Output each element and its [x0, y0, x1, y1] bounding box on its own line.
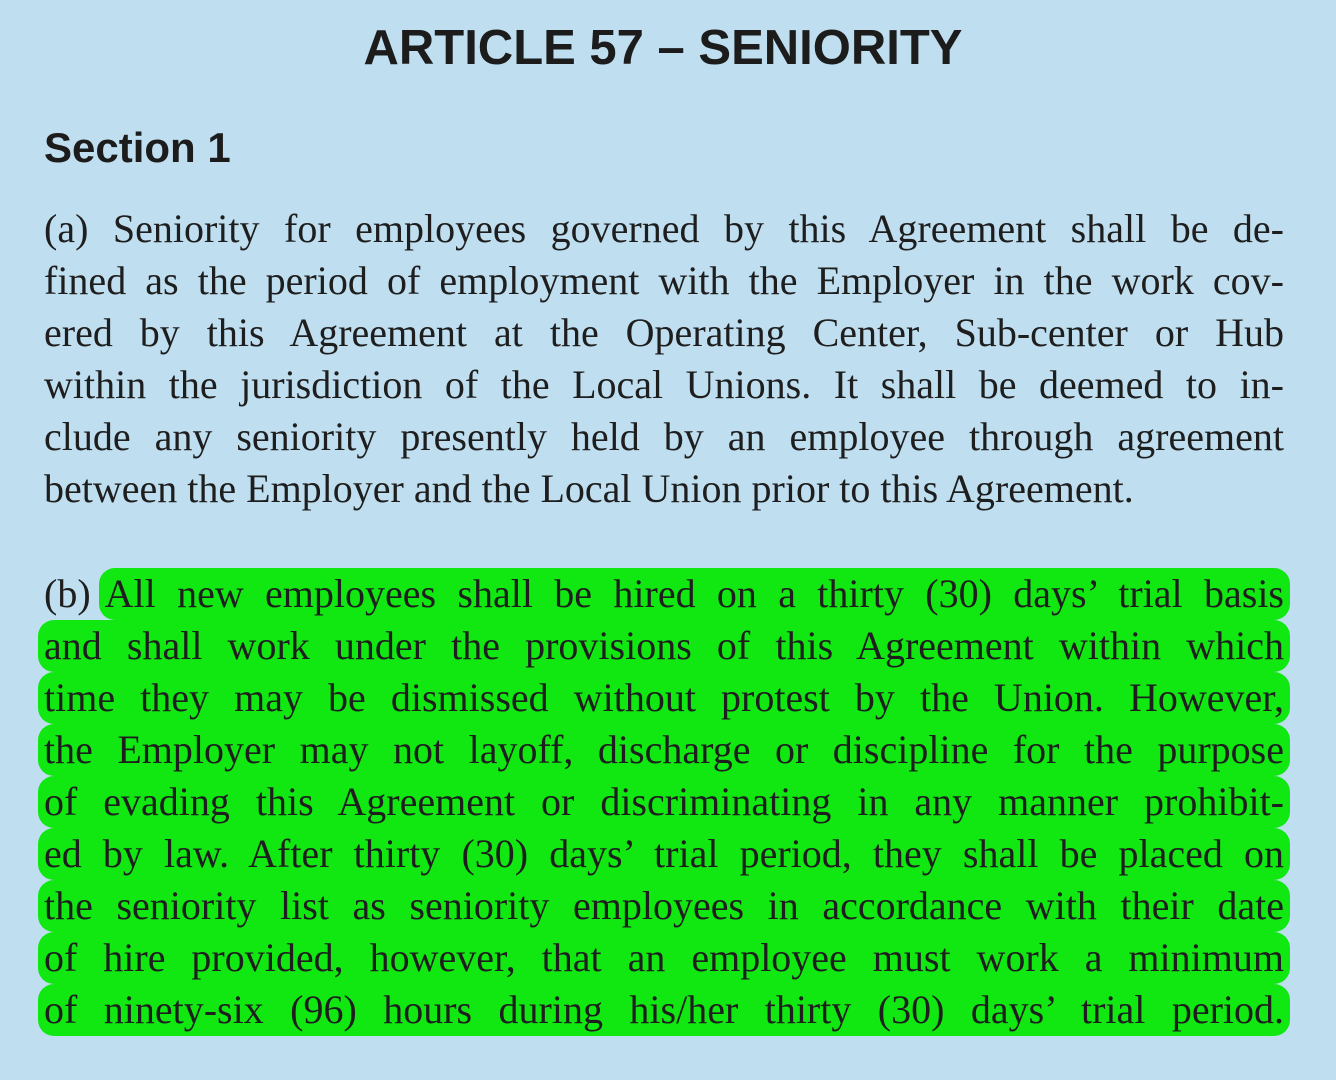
highlighted-line: and shall work under the provisions of this Agreement within which — [38, 620, 1290, 672]
highlighted-text: All new employees shall be hired on a thirty (30) days’ trial basis — [99, 568, 1290, 620]
paragraph-a-line: (a) Seniority for employees governed by this Agreement shall be de- — [44, 206, 1284, 251]
paragraph-a-line: ered by this Agreement at the Operating Center, Sub-center or Hub — [44, 310, 1284, 355]
paragraph-a-line: within the jurisdiction of the Local Unions. It shall be deemed to in- — [44, 362, 1284, 407]
paragraph-a-line: fined as the period of employment with the Employer in the work cov- — [44, 258, 1284, 303]
highlighted-line: of hire provided, however, that an employee must work a minimum — [38, 932, 1290, 984]
paragraph-b — [44, 568, 1284, 1036]
highlighted-line: time they may be dismissed without protest by the Union. However, — [38, 672, 1290, 724]
highlighted-line: the Employer may not layoff, discharge or discipline for the purpose — [38, 724, 1290, 776]
paragraph-b-first-line — [44, 568, 1284, 620]
highlighted-line: ed by law. After thirty (30) days’ trial period, they shall be placed on — [38, 828, 1290, 880]
paragraph-a-line: clude any seniority presently held by an employee through agreement — [44, 414, 1284, 459]
paragraph-b-label: (b) — [44, 571, 91, 616]
highlighted-line: of ninety-six (96) hours during his/her thirty (30) days’ trial period. — [38, 984, 1290, 1036]
highlighted-line: the seniority list as seniority employees in accordance with their date — [38, 880, 1290, 932]
section-heading: Section 1 — [44, 124, 231, 171]
article-title: ARTICLE 57 – SENIORITY — [363, 21, 963, 75]
highlighted-line: of evading this Agreement or discriminating in any manner prohibit- — [38, 776, 1290, 828]
paragraph-a-line: between the Employer and the Local Union prior to this Agreement. — [44, 466, 1134, 511]
paragraph-a — [44, 203, 1284, 515]
